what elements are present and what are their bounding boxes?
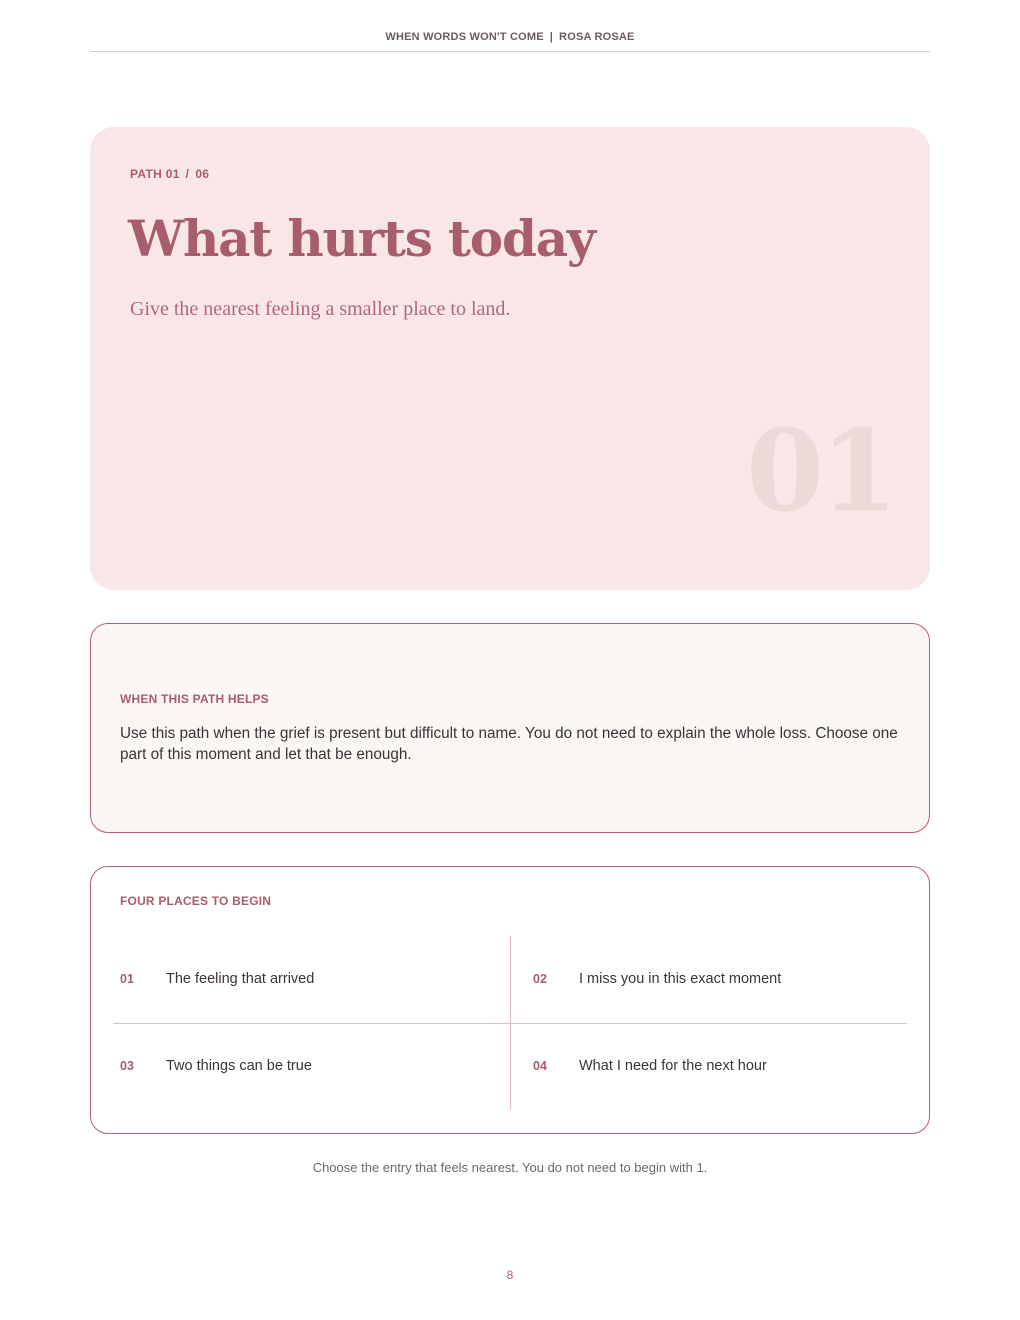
entry-04[interactable] (533, 1056, 767, 1076)
path-hero-card (90, 127, 930, 590)
running-header (90, 30, 930, 52)
four-places-card (90, 866, 930, 1134)
header-separator: | (549, 31, 554, 43)
entry-02[interactable] (533, 969, 781, 989)
entry-01[interactable] (120, 969, 314, 989)
page-number: 8 (506, 1268, 514, 1282)
path-separator: / (185, 167, 190, 181)
entry-title: What I need for the next hour (579, 1058, 767, 1074)
entry-title: The feeling that arrived (166, 971, 315, 987)
page-subtitle: Give the nearest feeling a smaller place to land. (130, 298, 511, 320)
footnote: Choose the entry that feels nearest. You do not need to begin with 1. (312, 1160, 708, 1175)
book-title: WHEN WORDS WON'T COME (385, 31, 544, 43)
author-name: ROSA ROSAE (559, 31, 635, 43)
when-path-helps-label: WHEN THIS PATH HELPS (120, 692, 269, 706)
entry-title: Two things can be true (166, 1058, 312, 1074)
entry-number: 01 (120, 972, 134, 986)
entry-number: 04 (533, 1059, 547, 1073)
entry-number: 03 (120, 1059, 134, 1073)
grid-horizontal-divider (113, 1023, 907, 1024)
page-title: What hurts today (128, 209, 595, 268)
path-number-watermark: 01 (746, 406, 894, 537)
path-indicator (130, 167, 209, 181)
path-label: PATH 01 (130, 167, 180, 181)
entry-number: 02 (533, 972, 547, 986)
entry-03[interactable] (120, 1056, 312, 1076)
when-path-helps-text: Use this path when the grief is present but difficult to name. You do not need to explain the whole loss. Choose one part of this moment and let that be enough. (120, 725, 898, 763)
entry-title: I miss you in this exact moment (579, 971, 782, 987)
path-total: 06 (195, 167, 210, 181)
four-places-label: FOUR PLACES TO BEGIN (120, 894, 272, 908)
when-path-helps-card (90, 623, 930, 833)
